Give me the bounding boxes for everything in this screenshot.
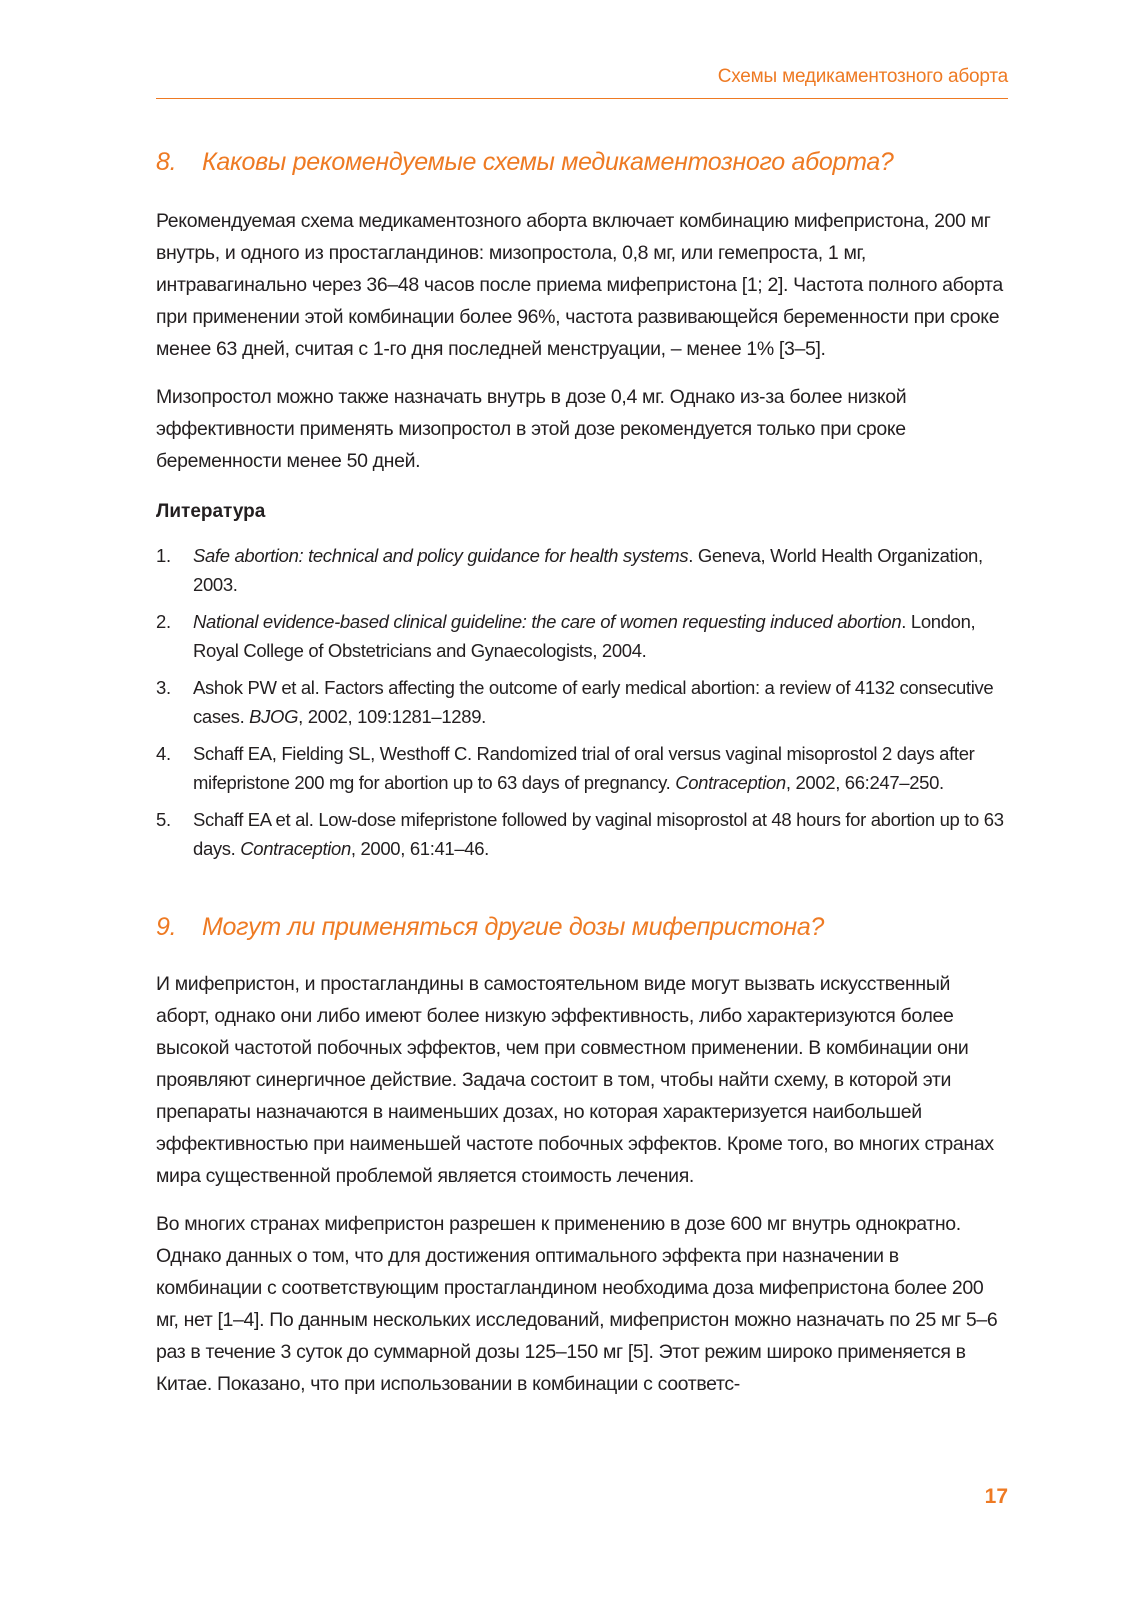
header-divider: [156, 98, 1008, 99]
section-8-paragraph-1: Рекомендуемая схема медикаментозного аборта включает комбинацию мифепристона, 200 мг внутрь, и одного из простагландинов: мизопростола, 0,8 мг, или гемепроста, 1 мг, интравагинально через 36–48 часов после приема мифепристона [1; 2]. Частота полного аборта при применении этой комбинации более 96%, частота развивающейся беременности при сроке менее 63 дней, считая с 1-го дня последней менструации, – менее 1% [3–5].: [156, 210, 1003, 360]
reference-item: [156, 607, 1008, 665]
reference-number: 2.: [156, 611, 171, 632]
references-heading: Литература: [156, 501, 266, 522]
reference-number: 1.: [156, 545, 171, 566]
reference-journal: Contraception: [240, 838, 351, 859]
section-9-paragraph-1: И мифепристон, и простагландины в самостоятельном виде могут вызвать искусственный аборт, однако они либо имеют более низкую эффективность, либо характеризуются более высокой частотой побочных эффектов, чем при совместном применении. В комбинации они проявляют синергичное действие. Задача состоит в том, чтобы найти схему, в которой эти препараты назначаются в наименьших дозах, но которая характеризуется наибольшей эффективностью при наименьшей частоте побочных эффектов. Кроме того, во многих странах мира существенной проблемой является стоимость лечения.: [156, 973, 994, 1187]
reference-journal: BJOG: [249, 706, 299, 727]
reference-item: [156, 541, 1008, 599]
reference-title: National evidence-based clinical guideline: the care of women requesting induced abortion: [193, 611, 902, 632]
section-8-paragraph-2: Мизопростол можно также назначать внутрь в дозе 0,4 мг. Однако из-за более низкой эффективности применять мизопростол в этой дозе рекомендуется только при сроке беременности менее 50 дней.: [156, 386, 907, 472]
reference-details: , 2002, 66:247–250.: [785, 772, 944, 793]
page-content: [156, 148, 1008, 1416]
reference-text: Ashok PW et al. Factors affecting the outcome of early medical abortion: a review of 4132 consecutive cases.: [193, 677, 994, 727]
reference-item: [156, 739, 1008, 797]
reference-text: Schaff EA, Fielding SL, Westhoff C. Randomized trial of oral versus vaginal misoprostol 2 days after mifepristone 200 mg for abortion up to 63 days of pregnancy.: [193, 743, 975, 793]
section-8-heading: [156, 148, 1008, 177]
section-8-title: Каковы рекомендуемые схемы медикаментозного аборта?: [202, 148, 894, 176]
section-9-heading: [156, 913, 1008, 942]
reference-number: 4.: [156, 743, 171, 764]
references-list: [156, 541, 1008, 863]
section-9-number: 9.: [156, 913, 177, 941]
reference-item: [156, 673, 1008, 731]
reference-journal: Contraception: [675, 772, 786, 793]
reference-details: , 2000, 61:41–46.: [350, 838, 489, 859]
reference-number: 3.: [156, 677, 171, 698]
reference-title: Safe abortion: technical and policy guidance for health systems: [193, 545, 689, 566]
section-8-number: 8.: [156, 148, 177, 176]
section-9-paragraph-2: Во многих странах мифепристон разрешен к применению в дозе 600 мг внутрь однократно. Однако данных о том, что для достижения оптимального эффекта при назначении в комбинации с соответствующим простагландином необходима доза мифепристона более 200 мг, нет [1–4]. По данным нескольких исследований, мифепристон можно назначать по 25 мг 5–6 раз в течение 3 суток до суммарной дозы 125–150 мг [5]. Этот режим широко применяется в Китае. Показано, что при использовании в комбинации с соответс-: [156, 1213, 998, 1395]
reference-text: Schaff EA et al. Low-dose mifepristone followed by vaginal misoprostol at 48 hours for abortion up to 63 days.: [193, 809, 1004, 859]
reference-details: . London, Royal College of Obstetricians and Gynaecologists, 2004.: [193, 611, 976, 661]
page-number: 17: [984, 1485, 1008, 1508]
reference-details: , 2002, 109:1281–1289.: [298, 706, 486, 727]
reference-item: [156, 805, 1008, 863]
section-9-title: Могут ли применяться другие дозы мифепристона?: [202, 913, 825, 941]
reference-number: 5.: [156, 809, 171, 830]
running-header: Схемы медикаментозного аборта: [717, 66, 1008, 87]
reference-details: . Geneva, World Health Organization, 2003.: [193, 545, 983, 595]
